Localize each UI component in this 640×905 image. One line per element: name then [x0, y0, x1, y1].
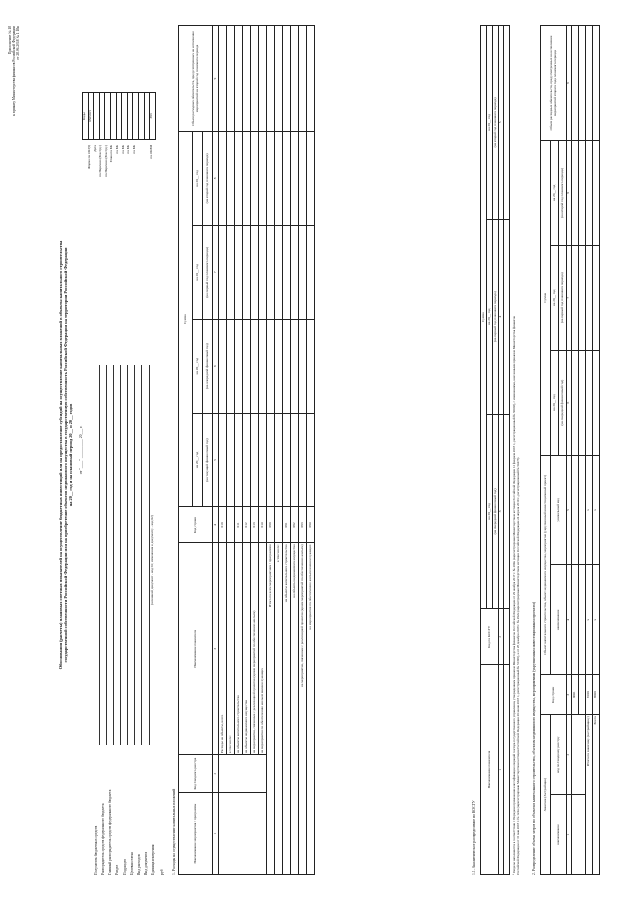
footnote-line-1: ¹ Разделы заполняются в соответствии с Порядком применения классификации операций сектора государственного управления, утвержденным приказом Министерства финансов Российской Федерации от 29 ноября 2017 г. № 209н (зарегистрирован Министерством юстиции Российской Федерации 12 февраля 2018 г., регистрационный № 50003), с изменениями, внесенными приказом Министерства финансов	[512, 315, 516, 875]
x-mark: x	[593, 565, 600, 675]
cell[interactable]	[291, 319, 299, 413]
cell[interactable]	[235, 413, 243, 507]
colnum-5: 5	[567, 455, 572, 565]
cell[interactable]	[291, 131, 299, 225]
cell[interactable]	[586, 350, 593, 455]
cell[interactable]	[227, 413, 235, 507]
code-box	[82, 92, 156, 140]
header-sum: Сумма	[541, 140, 551, 455]
header-object-name: наименование	[551, 565, 567, 675]
document-kind-hint: (основной документ - код 01; изменения к документу - код 02)	[150, 515, 154, 605]
form-title	[58, 75, 73, 835]
colnum-2: 2	[499, 609, 504, 665]
x-mark: x	[586, 455, 593, 565]
cell[interactable]	[219, 413, 227, 507]
total-sub-code: 093	[299, 507, 307, 543]
header-year-3: на 20__ год	[193, 225, 203, 319]
label-chief-manager: Главный распорядитель средств федерального бюджета	[108, 789, 113, 875]
cell[interactable]	[283, 319, 291, 413]
appendix-order: к приказу Министерства финансов Российской Федерации	[12, 26, 17, 116]
cell[interactable]	[275, 131, 283, 225]
cell[interactable]	[579, 675, 586, 715]
customer-code-cell[interactable]	[572, 715, 586, 795]
header-year-3-sub: (на второй год планового периода)	[559, 140, 567, 245]
total-sub-code: 092	[291, 507, 299, 543]
form-date: от "____" __________ 20___ г.	[79, 425, 83, 475]
cell[interactable]	[251, 131, 259, 225]
cell[interactable]	[243, 319, 251, 413]
cell[interactable]	[259, 26, 267, 132]
header-program: Наименование мероприятия / программы	[179, 793, 213, 875]
cell[interactable]	[283, 225, 291, 319]
colnum-1: 1	[499, 665, 504, 875]
appendix-number: Приложение № 18	[8, 26, 12, 55]
header-obligations: Объем расходных обязательств, предусмотренных на исполнение мероприятий второго года планового периода	[541, 26, 567, 141]
customer-total-label: Итого по заказчику (застройщику)	[586, 715, 593, 875]
header-year-1-sub: (на текущий финансовый год)	[203, 413, 213, 507]
cell[interactable]	[251, 413, 259, 507]
cell[interactable]	[267, 26, 275, 132]
section-1-1-title: 1.1. Аналитическое распределение по КОСГУ	[472, 800, 476, 875]
header-customer-name: наименование	[551, 795, 567, 875]
total-sub-label: в том числе:	[275, 543, 283, 875]
label-document-kind: Вид документа	[143, 851, 148, 875]
cell[interactable]	[259, 131, 267, 225]
colnum-4: 4	[213, 507, 219, 543]
cell[interactable]	[299, 131, 307, 225]
colnum-1: 1	[567, 795, 572, 875]
cell[interactable]	[572, 140, 579, 245]
code-box-header: Коды	[83, 93, 89, 140]
cell[interactable]	[251, 225, 259, 319]
program-code-cell[interactable]	[219, 755, 267, 793]
cell[interactable]	[307, 131, 315, 225]
header-year-2-sub: (на первый год планового периода)	[559, 245, 567, 350]
section-1-table	[178, 25, 315, 875]
colnum-6: 6	[567, 350, 572, 455]
cell[interactable]	[579, 26, 586, 141]
header-year-2-sub: (на первый год планового периода)	[493, 219, 499, 414]
row-code: 011	[235, 507, 243, 543]
header-kosgu: Код по КОСГУ	[481, 609, 499, 665]
manager-line[interactable]	[106, 365, 107, 745]
code-label-okud: Форма по ОКУД	[87, 145, 91, 169]
code-label-okei: по ОКЕИ	[148, 145, 153, 159]
cell[interactable]	[504, 665, 510, 875]
header-year-4-sub: (на второй год планового периода)	[203, 131, 213, 225]
code-label-date: Дата	[92, 145, 97, 152]
cell[interactable]	[307, 225, 315, 319]
cell[interactable]	[579, 245, 586, 350]
cell[interactable]	[219, 319, 227, 413]
cell[interactable]	[504, 414, 510, 609]
cell[interactable]	[299, 319, 307, 413]
header-year-2: на 20__ год	[551, 245, 559, 350]
row-code: 010	[219, 507, 227, 543]
cell[interactable]	[307, 413, 315, 507]
row-code: 013	[251, 507, 259, 543]
cell[interactable]	[586, 140, 593, 245]
cell[interactable]	[267, 413, 275, 507]
cell[interactable]	[235, 131, 243, 225]
row-label: на объекты капитального строительства	[235, 543, 243, 755]
header-object-code: уникальный код	[551, 455, 567, 565]
header-year-4: на 20__ год	[193, 131, 203, 225]
title-line-2: государственной собственности Российской Федерации или на приобретение объектов недвижимого имущества в государственную собственность Российской Федерации на территории Российской Федерации	[63, 247, 69, 663]
target-article-line[interactable]	[134, 365, 135, 745]
label-manager: Распорядитель средств федерального бюджета	[101, 803, 106, 875]
header-year-2: на 20__ год	[193, 319, 203, 413]
cell[interactable]	[235, 225, 243, 319]
cell[interactable]	[219, 131, 227, 225]
cell[interactable]	[283, 131, 291, 225]
x-mark: x	[593, 455, 600, 565]
colnum-8: 8	[567, 140, 572, 245]
cell[interactable]	[283, 26, 291, 132]
header-year-3-sub: (на первый год планового периода)	[203, 225, 213, 319]
colnum-3: 3	[213, 543, 219, 755]
header-customer-code: код по Сводному реестру	[551, 715, 567, 795]
cell[interactable]	[572, 350, 579, 455]
total-code: 090	[267, 507, 275, 543]
total-sub-label: на мероприятия по обеспечению жильем военнослужащих	[307, 543, 315, 875]
total-label: Итого по всем мероприятиям / программам	[267, 543, 275, 875]
total-sub-label: на мероприятия, связанные с реализацией проектов (кроме мероприятий по обеспечению жильем)	[299, 543, 307, 875]
label-recipient: Получатель бюджетных средств	[94, 825, 98, 875]
cell[interactable]	[227, 225, 235, 319]
unit-value: руб	[160, 869, 164, 875]
cell[interactable]	[235, 26, 243, 132]
cell[interactable]	[275, 413, 283, 507]
row-label: на объекты недвижимого имущества	[243, 543, 251, 755]
cell[interactable]	[579, 140, 586, 245]
total-sub-code: 091	[283, 507, 291, 543]
cell[interactable]	[243, 131, 251, 225]
subsection-line[interactable]	[127, 365, 128, 745]
cell[interactable]	[586, 26, 593, 141]
cell[interactable]	[579, 565, 586, 675]
colnum-8: 8	[213, 131, 219, 225]
total-sub-code: 094	[307, 507, 315, 543]
cell[interactable]	[307, 319, 315, 413]
code-label-chapter: Глава по БК	[109, 145, 114, 163]
label-section: Раздел	[115, 864, 120, 875]
colnum-5: 5	[213, 413, 219, 507]
cell[interactable]	[235, 319, 243, 413]
cell[interactable]	[307, 26, 315, 132]
colnum-7: 7	[567, 245, 572, 350]
colnum-3: 3	[499, 414, 504, 609]
code-label-bk-3: по БК	[126, 145, 131, 154]
row-code: 014	[259, 507, 267, 543]
cell[interactable]	[275, 26, 283, 132]
grand-total-code: 9000	[593, 675, 600, 715]
cell[interactable]	[572, 26, 579, 141]
colnum-2: 2	[213, 755, 219, 793]
header-line-code: Код строки	[541, 675, 567, 715]
cell[interactable]	[572, 455, 579, 565]
header-year-1: на 20__ год	[551, 350, 559, 455]
cell[interactable]	[572, 565, 579, 675]
colnum-1: 1	[213, 793, 219, 875]
cell[interactable]	[219, 26, 227, 132]
row-code: 012	[243, 507, 251, 543]
cell[interactable]	[251, 319, 259, 413]
cell[interactable]	[504, 26, 510, 220]
header-year-1-sub: (на очередной финансовый год)	[559, 350, 567, 455]
cell[interactable]	[259, 225, 267, 319]
cell[interactable]	[299, 413, 307, 507]
cell[interactable]	[586, 245, 593, 350]
header-year-1: на 20__ год	[193, 413, 203, 507]
cell[interactable]	[227, 131, 235, 225]
header-year-3: на 20__ год	[487, 26, 493, 220]
colnum-9: 9	[567, 26, 572, 141]
x-mark: x	[586, 565, 593, 675]
cell[interactable]	[259, 413, 267, 507]
cell[interactable]	[593, 245, 600, 350]
header-object: Объект капитального строительства, объект недвижимого имущества, мероприятие (укрупненный инвестиционный проект)	[541, 455, 551, 675]
code-label-registry-2: по Перечню (Реестру)	[103, 145, 108, 177]
header-program-code: Код Сводного реестра	[179, 755, 213, 793]
code-okei: 383	[150, 93, 156, 140]
title-line-3: на 20__ год и на плановый период 20__ и 20__ годов	[68, 403, 74, 507]
header-line-code: Код строки	[179, 507, 213, 543]
colnum-4: 4	[567, 565, 572, 675]
code-label-registry-1: по Перечню (Реестру)	[98, 145, 103, 177]
grand-total-label: Всего	[593, 715, 600, 875]
header-name: Наименование показателя	[481, 665, 499, 875]
label-unit: Единица измерения:	[151, 843, 156, 875]
cell[interactable]	[299, 26, 307, 132]
header-indicator: Наименование показателя	[179, 543, 213, 755]
code-label-bk-2: по БК	[120, 145, 125, 154]
header-year-1-sub: (на очередной финансовый год)	[493, 414, 499, 609]
expense-type-line[interactable]	[141, 365, 142, 745]
colnum-9: 9	[213, 26, 219, 132]
cell[interactable]	[259, 319, 267, 413]
header-sum: Сумма	[179, 131, 193, 507]
row-label: на мероприятия, связанные с реализацией проектов (кроме мероприятий по обеспечению жильем)	[251, 543, 259, 755]
colnum-3: 3	[567, 675, 572, 715]
header-sum: Сумма	[481, 26, 487, 609]
label-subsection: Подраздел	[122, 858, 127, 875]
cell[interactable]	[275, 319, 283, 413]
colnum-5: 5	[499, 26, 504, 220]
cell[interactable]	[593, 140, 600, 245]
colnum-2: 2	[567, 715, 572, 795]
header-obligations: Объем расходных обязательств, предусмотренных на исполнение мероприятий на второй год планового периода	[179, 26, 213, 132]
label-target-article: Целевая статья	[129, 852, 134, 875]
header-customer: Заказчик (Застройщик)	[541, 715, 551, 875]
section-1-1-table	[480, 25, 510, 875]
recipient-line[interactable]	[99, 365, 100, 745]
cell[interactable]	[251, 26, 259, 132]
cell[interactable]	[593, 26, 600, 141]
row-label: на мероприятия по обеспечению жильем военнослужащих	[259, 543, 267, 755]
total-sub-code	[275, 507, 283, 543]
chief-manager-line[interactable]	[113, 365, 114, 745]
header-year-2: на 20__ год	[487, 219, 493, 414]
header-year-3: на 20__ год	[551, 140, 559, 245]
cell[interactable]	[291, 26, 299, 132]
footnote-line-2: Российской Федерации от 31 мая 2018 г. № 124н (зарегистрирован Министерством юстиции Российской Федерации 20 июня 2018 г., регистрационный № 51396), и от 28 декабря 2018 г. № 292н (зарегистрирован Министерством юстиции Российской Федерации 24 апреля 2019 г., регистрационный № 54473).	[516, 456, 521, 875]
code-label-bk-4: по БК	[131, 145, 136, 154]
section-1-title: 1. Расходы на осуществление капитальных вложений	[172, 788, 176, 875]
section-2-table	[540, 25, 600, 875]
cell[interactable]	[219, 225, 227, 319]
cell[interactable]	[291, 225, 299, 319]
appendix-date: от 28.06.2018 № 1 18н	[16, 26, 21, 60]
row-code	[227, 507, 235, 543]
label-expense-type: Вид расходов	[136, 854, 141, 875]
section-line[interactable]	[120, 365, 121, 745]
colnum-4: 4	[499, 219, 504, 414]
code-label-bk-1: по БК	[114, 145, 119, 154]
cell[interactable]	[299, 225, 307, 319]
cell[interactable]	[593, 350, 600, 455]
cell[interactable]	[275, 225, 283, 319]
code-okud: 0505015	[88, 93, 94, 140]
cell[interactable]	[243, 225, 251, 319]
cell[interactable]	[291, 413, 299, 507]
cell[interactable]	[572, 245, 579, 350]
colnum-6: 6	[213, 319, 219, 413]
cell[interactable]	[227, 319, 235, 413]
cell[interactable]	[243, 26, 251, 132]
total-sub-label: на объекты недвижимого имущества	[291, 543, 299, 875]
section-2-title: 2. Распределение объема затрат по объектам капитального строительства, объектам недвижимого имущества, мероприятиям (укрупненным инвестиционным проектам)	[532, 602, 536, 875]
cell[interactable]	[267, 131, 275, 225]
footnote	[512, 25, 520, 875]
colnum-7: 7	[213, 225, 219, 319]
cell[interactable]	[504, 609, 510, 665]
cell[interactable]	[579, 350, 586, 455]
total-sub-label: на объекты капитального строительства	[283, 543, 291, 875]
title-line-1: Обоснования (расчеты) плановых сметных показателей на осуществление бюджетных инвестиций или на предоставление субсидий на осуществление капитальных вложений в объекты капитального строительства	[58, 240, 63, 670]
cell[interactable]	[504, 219, 510, 414]
header-year-2-sub: (на очередной финансовый год)	[203, 319, 213, 413]
cell[interactable]	[267, 225, 275, 319]
cell[interactable]	[227, 26, 235, 132]
row-code: 0001	[572, 675, 579, 715]
cell[interactable]	[243, 413, 251, 507]
cell[interactable]	[283, 413, 291, 507]
header-year-3-sub: (на второй год планового периода)	[493, 26, 499, 220]
cell[interactable]	[579, 455, 586, 565]
row-label: Расходы на объекты, всего	[219, 543, 227, 755]
program-name-cell[interactable]	[219, 793, 267, 875]
customer-name-cell[interactable]	[572, 795, 586, 875]
appendix-note	[8, 26, 20, 196]
header-year-1: на 20__ год	[487, 414, 493, 609]
cell[interactable]	[267, 319, 275, 413]
code-labels	[88, 145, 155, 285]
row-label: в том числе:	[227, 543, 235, 755]
customer-total-code: 9100	[586, 675, 593, 715]
